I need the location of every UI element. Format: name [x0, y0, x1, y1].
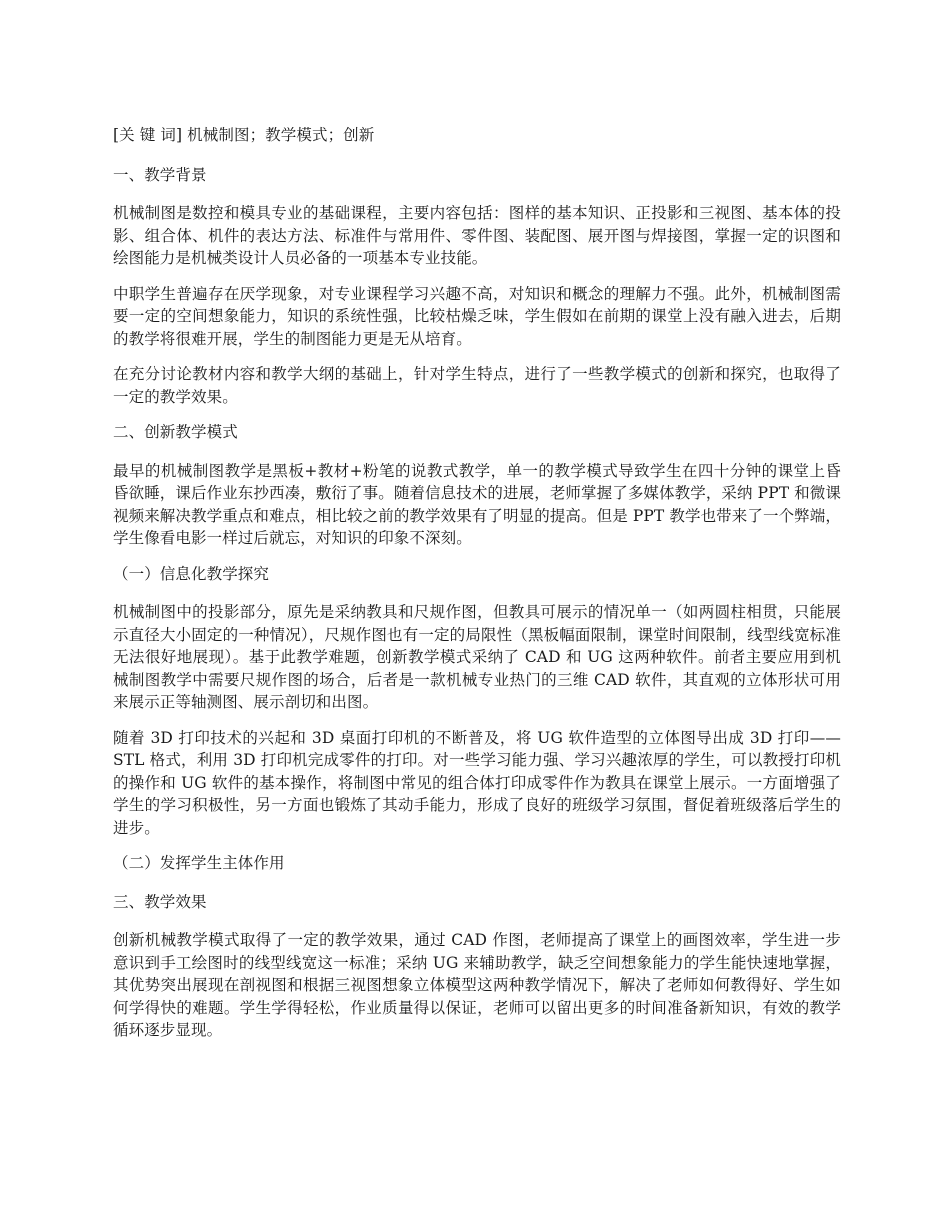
subsection-heading-informatization: （一）信息化教学探究	[113, 564, 270, 583]
subsection-heading-student-role: （二）发挥学生主体作用	[113, 854, 285, 872]
paragraph: 最早的机械制图教学是黑板+教材+粉笔的说教式教学，单一的教学模式导致学生在四十分钟的课堂上昏昏欲睡，课后作业东抄西凑，敷衍了事。随着信息技术的进展，老师掌握了多媒体教学，采纳 PPT 和微课视频来解决教学重点和难点，相比较之前的教学效果有了明显的提高。但是 PPT 教学也带来了一个弊端，学生像看电影一样过后就忘，对知识的印象不深刻。	[113, 461, 841, 547]
paragraph: 创新机械教学模式取得了一定的教学效果，通过 CAD 作图，老师提高了课堂上的画图效率，学生进一步意识到手工绘图时的线型线宽这一标准；采纳 UG 来辅助教学，缺乏空间想象能力的学生能快速地掌握，其优势突出展现在剖视图和根据三视图想象立体模型这两种教学情况下，解决了老师如何教得好、学生如何学得快的难题。学生学得轻松，作业质量得以保证，老师可以留出更多的时间准备新知识，有效的教学循环逐步显现。	[113, 931, 841, 1039]
paragraph: 在充分讨论教材内容和教学大纲的基础上，针对学生特点，进行了一些教学模式的创新和探究，也取得了一定的教学效果。	[113, 365, 841, 406]
section-heading-innovation: 二、创新教学模式	[113, 423, 238, 441]
paragraph: 机械制图是数控和模具专业的基础课程，主要内容包括：图样的基本知识、正投影和三视图、基本体的投影、组合体、机件的表达方法、标准件与常用件、零件图、装配图、展开图与焊接图，掌握一定的识图和绘图能力是机械类设计人员必备的一项基本专业技能。	[113, 204, 841, 267]
section-heading-background: 一、教学背景	[113, 165, 207, 184]
section-heading-effect: 三、教学效果	[113, 892, 207, 911]
paragraph: 中职学生普遍存在厌学现象，对专业课程学习兴趣不高，对知识和概念的理解力不强。此外，机械制图需要一定的空间想象能力，知识的系统性强，比较枯燥乏味，学生假如在前期的课堂上没有融入进去，后期的教学将很难开展，学生的制图能力更是无从培育。	[113, 284, 841, 348]
document-page	[113, 124, 841, 1055]
paragraph: 机械制图中的投影部分，原先是采纳教具和尺规作图，但教具可展示的情况单一（如两圆柱相贯，只能展示直径大小固定的一种情况），尺规作图也有一定的局限性（黑板幅面限制，课堂时间限制，线型线宽标准无法很好地展现）。基于此教学难题，创新教学模式采纳了 CAD 和 UG 这两种软件。前者主要应用到机械制图教学中需要尺规作图的场合，后者是一款机械专业热门的三维 CAD 软件，其直观的立体形状可用来展示正等轴测图、展示剖切和出图。	[113, 603, 841, 711]
keywords-line: [关 键 词] 机械制图；教学模式；创新	[113, 126, 375, 144]
paragraph: 随着 3D 打印技术的兴起和 3D 桌面打印机的不断普及，将 UG 软件造型的立体图导出成 3D 打印——STL 格式，利用 3D 打印机完成零件的打印。对一些学习能力强、学习兴趣浓厚的学生，可以教授打印机的操作和 UG 软件的基本操作，将制图中常见的组合体打印成零件作为教具在课堂上展示。一方面增强了学生的学习积极性，另一方面也锻炼了其动手能力，形成了良好的班级学习氛围，督促着班级落后学生的进步。	[113, 728, 841, 837]
